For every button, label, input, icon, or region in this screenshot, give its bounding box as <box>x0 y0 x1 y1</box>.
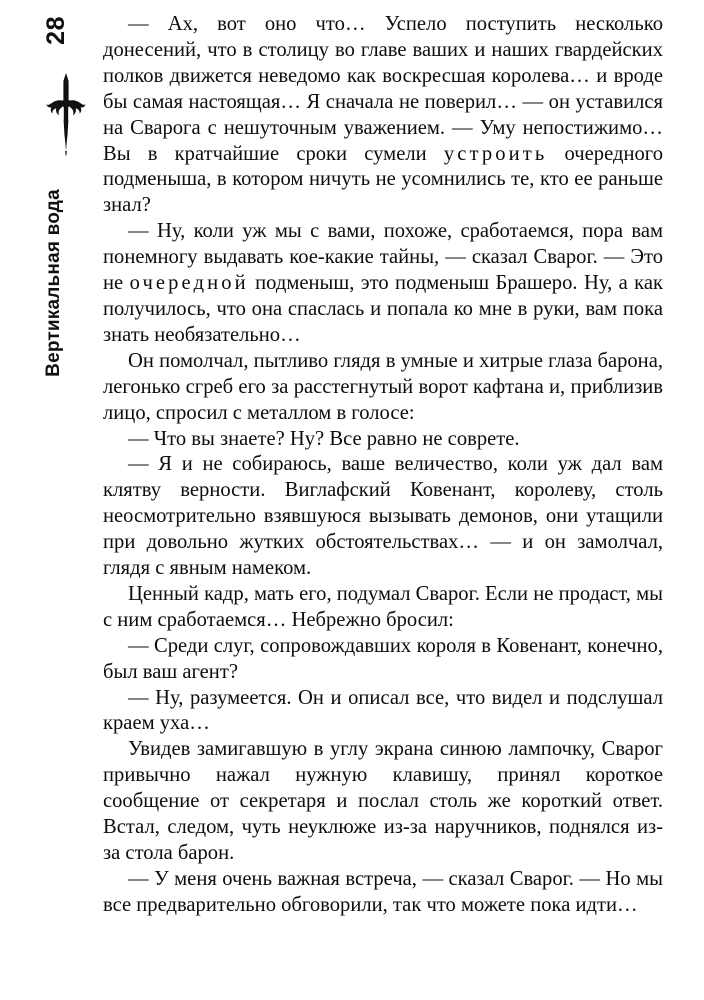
paragraph-text: Ценный кадр, мать его, подумал Сварог. Если не продаст, мы с ним сработаемся… Небрежно бросил: <box>103 582 663 631</box>
body-paragraph <box>103 686 663 738</box>
paragraph-text: — У меня очень важная встреча, — сказал Сварог. — Но мы все предварительно обговорили, так что можете пока идти… <box>103 867 663 916</box>
paragraph-text: — Что вы знаете? Ну? Все равно не соврете. <box>128 427 520 450</box>
paragraph-text: Он помолчал, пытливо глядя в умные и хитрые глаза барона, легонько сгреб его за расстегнутый ворот кафтана и, приблизив лицо, спросил с металлом в голосе: <box>103 349 663 424</box>
page-number: 28 <box>42 16 70 45</box>
body-paragraph <box>103 427 663 453</box>
dagger-ornament-icon <box>44 72 88 156</box>
paragraph-text: подменыш, это подменыш Брашеро. Ну, а как получилось, что она спаслась и попала ко мне в руки, вам пока знать необязательно… <box>103 272 664 346</box>
left-margin-rail <box>0 0 95 1000</box>
paragraph-text: — Ах, вот оно что… Успело поступить несколько донесений, что в столицу во главе ваших и наших гвардейских полков движется неведомо как воскресшая королева… и вроде бы самая настоящая… Я сначала не поверил… — он уставился на Сварога с нешуточным уважением. — Уму непостижимо… Вы в кратчайшие сроки сумели <box>103 13 663 165</box>
body-paragraph <box>103 634 663 686</box>
body-paragraph <box>103 737 663 867</box>
paragraph-text: — Среди слуг, сопровождавших короля в Ковенант, конечно, был ваш агент? <box>103 634 663 683</box>
body-paragraph <box>103 582 663 634</box>
body-paragraph <box>103 452 663 582</box>
paragraph-text: — Ну, разумеется. Он и описал все, что видел и подслушал краем уха… <box>103 686 663 735</box>
body-text-column <box>103 12 663 919</box>
paragraph-text: — Ну, коли уж мы с вами, похоже, сработаемся, пора вам понемногу выдавать кое-какие тайны, — сказал Сварог. — Это не <box>103 220 663 295</box>
body-paragraph <box>103 12 663 219</box>
body-paragraph <box>103 349 663 427</box>
body-paragraph <box>103 867 663 919</box>
paragraph-text: Увидев замигавшую в углу экрана синюю лампочку, Сварог привычно нажал нужную клавишу, принял короткое сообщение от секретаря и послал столь же короткий ответ. Встал, следом, чуть неуклюже из-за наручников, поднялся из-за стола барон. <box>103 738 663 864</box>
paragraph-text: очередного подменыша, в котором ничуть не усомнились те, кто ее раньше знал? <box>103 142 663 217</box>
paragraph-text: — Я и не собираюсь, ваше величество, коли уж дал вам клятву верности. Виглафский Ковенант, королеву, столь неосмотрительно взявшуюся вызывать демонов, они утащили при довольно жутких обстоятельствах… — и он замолчал, глядя с явным намеком. <box>103 453 663 580</box>
emphasis-letterspaced-text: очередной <box>129 272 249 295</box>
body-paragraph <box>103 219 663 349</box>
running-title: Вертикальная вода <box>43 189 64 377</box>
emphasis-letterspaced-text: устроить <box>443 142 548 165</box>
